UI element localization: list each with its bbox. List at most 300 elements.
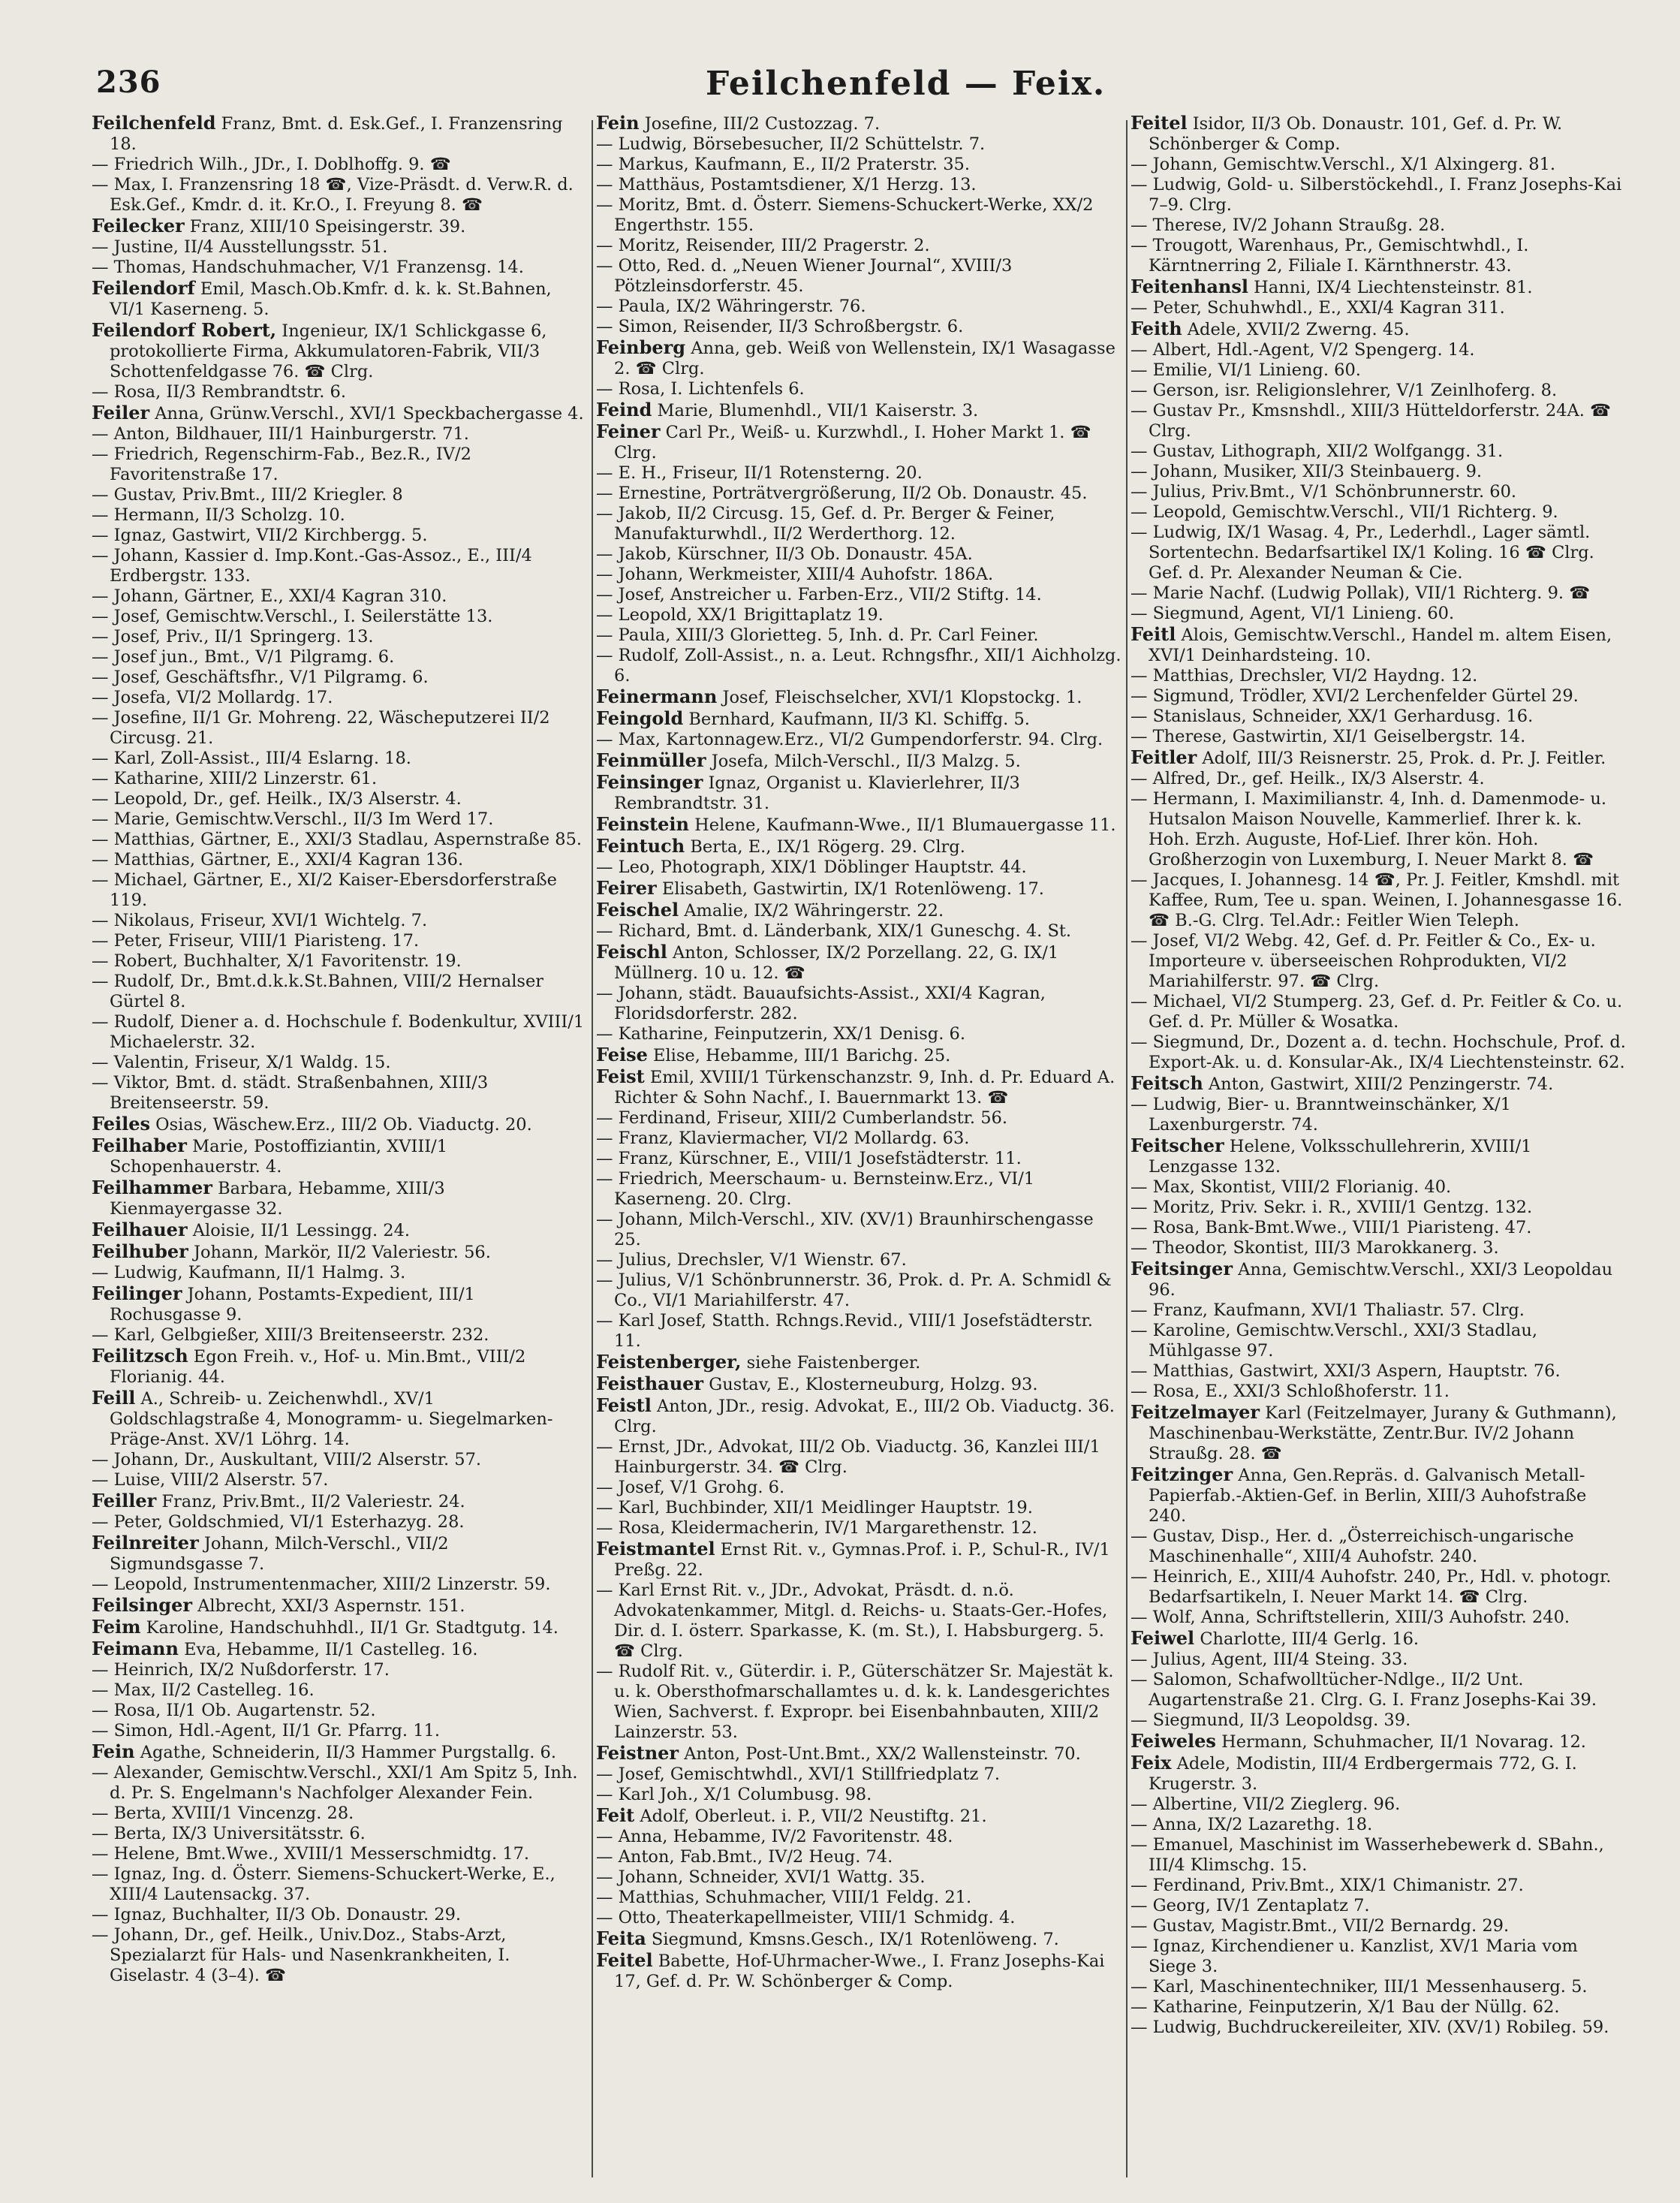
directory-entry (596, 1210, 1122, 1250)
directory-entry (1131, 870, 1626, 931)
entry-surname: Feith (1131, 318, 1182, 339)
entry-text: — Julius, V/1 Schönbrunnerstr. 36, Prok. d. Pr. A. Schmidl & Co., VI/1 Mariahilferstr. 47. (596, 1270, 1112, 1310)
entry-text: — Julius, Agent, III/4 Steing. 33. (1131, 1650, 1408, 1669)
entry-text: — Otto, Red. d. „Neuen Wiener Journal“, XVIII/3 Pötzleinsdorferstr. 45. (596, 256, 1013, 296)
entry-text: Marie, Blumenhdl., VII/1 Kaiserstr. 3. (652, 401, 979, 420)
directory-column-3 (1131, 113, 1626, 2185)
directory-entry (596, 1827, 1122, 1847)
directory-entry (596, 1066, 1122, 1108)
entry-text: Barbara, Hebamme, XIII/3 Kienmayergasse 32. (110, 1179, 445, 1219)
entry-surname: Feill (92, 1387, 136, 1409)
entry-text: — Josef, V/1 Grohg. 6. (596, 1478, 785, 1497)
entry-text: Berta, E., IX/1 Rögerg. 29. Clrg. (685, 837, 965, 857)
entry-surname: Feilchenfeld (92, 113, 216, 134)
directory-entry (92, 1741, 587, 1763)
entry-text: — Johann, Dr., Auskultant, VIII/2 Alserstr. 57. (92, 1450, 482, 1469)
directory-entry (92, 870, 587, 911)
directory-entry (1131, 1670, 1626, 1710)
entry-text: — Peter, Goldschmied, VI/1 Esterhazyg. 28. (92, 1512, 465, 1532)
directory-entry (92, 1864, 587, 1905)
directory-entry (92, 382, 587, 402)
entry-text: Agathe, Schneiderin, II/3 Hammer Purgstallg. 6. (134, 1743, 557, 1762)
entry-text: — Nikolaus, Friseur, XVI/1 Wichtelg. 7. (92, 911, 428, 930)
entry-surname: Feistenberger, (596, 1351, 742, 1373)
directory-entry (596, 942, 1122, 984)
entry-text: — Franz, Kürschner, E., VIII/1 Josefstädterstr. 11. (596, 1149, 1022, 1168)
directory-entry (596, 317, 1122, 337)
directory-entry (1131, 747, 1626, 769)
directory-entry (1131, 1997, 1626, 2018)
directory-entry (596, 1888, 1122, 1908)
entry-text: — Gustav, Magistr.Bmt., VII/2 Bernardg. 29. (1131, 1916, 1510, 1936)
entry-text: Karoline, Handschuhhdl., II/1 Gr. Stadtgutg. 14. (140, 1618, 558, 1638)
entry-text: Adolf, Oberleut. i. P., VII/2 Neustiftg. 21. (634, 1807, 987, 1826)
directory-entry (1131, 1135, 1626, 1177)
entry-text: — Thomas, Handschuhmacher, V/1 Franzensg. 14. (92, 258, 524, 277)
directory-entry (92, 1925, 587, 1986)
entry-text: — Josef, Gemischtwhdl., XVI/1 Stillfriedplatz 7. (596, 1765, 1000, 1784)
entry-text: — Albertine, VII/2 Zieglerg. 96. (1131, 1795, 1401, 1814)
directory-entry (1131, 1876, 1626, 1896)
directory-entry (596, 1847, 1122, 1867)
entry-surname: Feinsinger (596, 771, 703, 793)
directory-entry (596, 984, 1122, 1024)
directory-entry (1131, 666, 1626, 686)
directory-entry (92, 155, 587, 175)
directory-entry (92, 850, 587, 870)
directory-entry (92, 1532, 587, 1575)
entry-text: — Johann, Schneider, XVI/1 Wattg. 35. (596, 1867, 926, 1887)
entry-text: — Friedrich Wilh., JDr., I. Doblhoffg. 9. ☎ (92, 155, 451, 174)
directory-entry (92, 586, 587, 607)
entry-text: — Max, Kartonnagew.Erz., VI/2 Gumpendorferstr. 94. Clrg. (596, 730, 1103, 749)
entry-text: Charlotte, III/4 Gerlg. 16. (1194, 1629, 1420, 1649)
entry-text: — Rosa, I. Lichtenfels 6. (596, 379, 805, 399)
directory-entry (92, 1219, 587, 1241)
entry-surname: Feinermann (596, 686, 718, 707)
entry-text: — Josef, Anstreicher u. Farben-Erz., VII/2 Stiftg. 14. (596, 585, 1042, 604)
entry-surname: Feilsinger (92, 1594, 193, 1616)
entry-surname: Feiler (92, 402, 150, 423)
directory-entry (1131, 1198, 1626, 1218)
directory-entry (1131, 727, 1626, 747)
directory-entry (596, 900, 1122, 921)
entry-text: — Ferdinand, Priv.Bmt., XIX/1 Chimanistr. 27. (1131, 1876, 1524, 1895)
entry-surname: Feilendorf Robert, (92, 319, 277, 341)
entry-text: — Johann, städt. Bauaufsichts-Assist., XXI/4 Kagran, Floridsdorferstr. 282. (596, 984, 1046, 1023)
directory-entry (1131, 1300, 1626, 1321)
directory-entry (1131, 707, 1626, 727)
directory-entry (92, 485, 587, 505)
entry-surname: Feilecker (92, 215, 185, 237)
entry-text: — Matthäus, Postamtsdiener, X/1 Herzg. 13. (596, 175, 977, 194)
entry-surname: Feilinger (92, 1282, 182, 1304)
entry-surname: Feitscher (1131, 1135, 1224, 1156)
directory-entry (596, 605, 1122, 625)
entry-surname: Feilitzsch (92, 1345, 188, 1367)
directory-entry (596, 878, 1122, 900)
entry-text: — Jakob, II/2 Circusg. 15, Gef. d. Pr. Berger & Feiner, Manufakturwhdl., II/2 Werderthorg. 12. (596, 504, 1055, 544)
entry-text: — Rudolf Rit. v., Güterdir. i. P., Güterschätzer Sr. Majestät k. u. k. Obersthofmarschallamtes u. d. k. k. Landesgerichtes Wien, Sachverst. f. Expropr. bei Eisenbahnbauten, XIII/2 Lainzerstr. 53. (596, 1662, 1114, 1742)
directory-entry (596, 1928, 1122, 1950)
entry-text: — Leo, Photograph, XIX/1 Döblinger Hauptstr. 44. (596, 857, 1027, 877)
entry-text: — Therese, Gastwirtin, XI/1 Geiselbergstr. 14. (1131, 727, 1526, 746)
directory-entry (596, 565, 1122, 585)
directory-entry (1131, 1073, 1626, 1095)
directory-entry (1131, 1795, 1626, 1815)
entry-text: — Rudolf, Dr., Bmt.d.k.k.St.Bahnen, VIII/2 Hernalser Gürtel 8. (92, 972, 544, 1011)
entry-text: — Marie Nachf. (Ludwig Pollak), VII/1 Richterg. 9. ☎ (1131, 583, 1591, 603)
directory-entry (92, 769, 587, 789)
entry-text: — Ignaz, Kirchendiener u. Kanzlist, XV/1 Maria vom Siege 3. (1131, 1936, 1578, 1976)
entry-text: — Gerson, isr. Religionslehrer, V/1 Zeinlhoferg. 8. (1131, 381, 1558, 400)
entry-text: — Ferdinand, Friseur, XIII/2 Cumberlandstr. 56. (596, 1108, 1008, 1128)
entry-surname: Feilnreiter (92, 1532, 199, 1554)
entry-text: — Valentin, Friseur, X/1 Waldg. 15. (92, 1053, 391, 1072)
directory-entry (1131, 401, 1626, 442)
entry-text: — Franz, Kaufmann, XVI/1 Thaliastr. 57. Clrg. (1131, 1300, 1525, 1320)
entry-text: Karl (Feitzelmayer, Jurany & Guthmann), Maschinenbau-Werkstätte, Zentr.Bur. IV/2 Johann Straußg. 28. ☎ (1149, 1403, 1617, 1463)
entry-surname: Feind (596, 399, 652, 420)
directory-entry (1131, 236, 1626, 276)
entry-text: — Ignaz, Gastwirt, VII/2 Kirchbergg. 5. (92, 526, 428, 545)
directory-entry (596, 1437, 1122, 1478)
directory-entry (1131, 686, 1626, 707)
directory-entry (596, 625, 1122, 646)
entry-surname: Feistmantel (596, 1538, 715, 1560)
directory-entry (92, 1575, 587, 1595)
entry-surname: Fein (92, 1740, 135, 1762)
entry-text: — Moritz, Reisender, III/2 Pragerstr. 2. (596, 236, 930, 255)
directory-entry (1131, 215, 1626, 236)
directory-entry (92, 278, 587, 320)
directory-entry (596, 1395, 1122, 1437)
directory-entry (92, 1824, 587, 1844)
entry-text: — Otto, Theaterkapellmeister, VIII/1 Schmidg. 4. (596, 1908, 1016, 1927)
directory-entry (1131, 1258, 1626, 1300)
entry-surname: Feintuch (596, 835, 685, 857)
entry-text: — Karl Josef, Statth. Rchngs.Revid., VIII/1 Josefstädterstr. 11. (596, 1311, 1093, 1351)
directory-entry (92, 1638, 587, 1660)
directory-entry (596, 113, 1122, 134)
directory-entry (1131, 1095, 1626, 1135)
directory-entry (596, 1108, 1122, 1129)
entry-text: — Karl, Buchbinder, XII/1 Meidlinger Hauptstr. 19. (596, 1498, 1033, 1517)
directory-entry (1131, 1361, 1626, 1382)
entry-text: Babette, Hof-Uhrmacher-Wwe., I. Franz Josephs-Kai 17, Gef. d. Pr. W. Schönberger & Comp. (614, 1951, 1105, 1991)
entry-text: Osias, Wäschew.Erz., III/2 Ob. Viaductg. 20. (150, 1115, 532, 1135)
entry-text: — Gustav, Lithograph, XII/2 Wolfgangg. 31. (1131, 442, 1504, 461)
directory-entry (596, 730, 1122, 750)
directory-entry (92, 424, 587, 445)
entry-text: — Peter, Schuhwhdl., E., XXI/4 Kagran 311. (1131, 298, 1505, 318)
entry-surname: Feisthauer (596, 1373, 704, 1394)
directory-entry (1131, 1218, 1626, 1238)
directory-entry (92, 1450, 587, 1470)
entry-text: Amalie, IX/2 Währingerstr. 22. (679, 901, 944, 921)
directory-entry (596, 1024, 1122, 1044)
entry-text: Emil, XVIII/1 Türkenschanzstr. 9, Inh. d. Pr. Eduard A. Richter & Sohn Nachf., I. Bauernmarkt 13. ☎ (614, 1068, 1115, 1108)
entry-surname: Fein (596, 113, 640, 134)
directory-entry (596, 1581, 1122, 1662)
directory-entry (92, 1135, 587, 1177)
entry-text: Isidor, II/3 Ob. Donaustr. 101, Gef. d. Pr. W. Schönberger & Comp. (1149, 114, 1563, 154)
directory-entry (92, 931, 587, 951)
directory-entry (1131, 2018, 1626, 2038)
directory-entry (92, 1177, 587, 1219)
directory-entry (92, 175, 587, 215)
entry-text: — Josefine, II/1 Gr. Mohreng. 22, Wäscheputzerei II/2 Circusg. 21. (92, 708, 550, 748)
entry-text: — Gustav, Priv.Bmt., III/2 Kriegler. 8 (92, 485, 403, 505)
directory-entry (596, 836, 1122, 857)
entry-text: — Ludwig, Bier- u. Branntweinschänker, X/1 Laxenburgerstr. 74. (1131, 1095, 1511, 1135)
directory-entry (92, 668, 587, 688)
entry-text: — Anna, Hebamme, IV/2 Favoritenstr. 48. (596, 1827, 953, 1846)
entry-text: — Hermann, II/3 Scholzg. 10. (92, 505, 345, 525)
directory-entry (596, 1270, 1122, 1311)
entry-text: — Rosa, E., XXI/3 Schloßhoferstr. 11. (1131, 1382, 1450, 1401)
entry-surname: Feistner (596, 1742, 679, 1764)
entry-text: Elise, Hebamme, III/1 Barichg. 25. (647, 1046, 951, 1065)
directory-entry (92, 1512, 587, 1532)
directory-entry (1131, 1321, 1626, 1361)
entry-text: Anton, JDr., resig. Advokat, E., III/2 Ob. Viaductg. 36. Clrg. (614, 1397, 1115, 1436)
directory-entry (92, 1470, 587, 1490)
entry-surname: Feiner (596, 420, 661, 442)
entry-text: — Albert, Hdl.-Agent, V/2 Spengerg. 14. (1131, 340, 1475, 360)
directory-entry (92, 1012, 587, 1053)
entry-text: Johann, Markör, II/2 Valeriestr. 56. (188, 1243, 491, 1262)
directory-entry (92, 1241, 587, 1263)
directory-entry (1131, 1382, 1626, 1402)
entry-text: — Karl, Maschinentechniker, III/1 Messenhauserg. 5. (1131, 1977, 1588, 1997)
directory-entry (596, 1538, 1122, 1581)
entry-text: — Julius, Priv.Bmt., V/1 Schönbrunnerstr. 60. (1131, 482, 1517, 502)
entry-surname: Feilhammer (92, 1177, 212, 1198)
directory-entry (1131, 992, 1626, 1032)
directory-entry (1131, 1815, 1626, 1835)
directory-entry (596, 484, 1122, 504)
entry-text: Bernhard, Kaufmann, II/3 Kl. Schiffg. 5. (683, 710, 1030, 729)
running-title: Feilchenfeld — Feix. (706, 65, 1106, 103)
directory-entry (596, 1149, 1122, 1169)
directory-entry (1131, 1526, 1626, 1567)
directory-entry (1131, 1835, 1626, 1876)
directory-entry (92, 1763, 587, 1804)
entry-text: — Leopold, Instrumentenmacher, XIII/2 Linzerstr. 59. (92, 1575, 551, 1594)
directory-entry (1131, 340, 1626, 360)
entry-text: — Ludwig, Gold- u. Silberstöckehdl., I. Franz Josephs-Kai 7–9. Clrg. (1131, 175, 1622, 215)
entry-surname: Feingold (596, 707, 684, 729)
directory-entry (92, 627, 587, 647)
directory-entry (92, 258, 587, 278)
entry-text: A., Schreib- u. Zeichenwhdl., XV/1 Goldschlagstraße 4, Monogramm- u. Siegelmarken-Präge-Anst. XV/1 Löhrg. 14. (110, 1389, 553, 1449)
directory-entry (596, 155, 1122, 175)
entry-surname: Feitler (1131, 746, 1197, 768)
entry-text: — Salomon, Schafwolltücher-Ndlge., II/2 Unt. Augartenstraße 21. Clrg. G. I. Franz Josephs-Kai 39. (1131, 1670, 1597, 1710)
entry-text: — Karl Ernst Rit. v., JDr., Advokat, Präsdt. d. n.ö. Advokatenkammer, Mitgl. d. Reichs- u. Staats-Ger.-Hofes, Dir. d. I. österr. Sparkasse, K. (m. St.), I. Habsburgerg. 5. ☎ Clrg. (596, 1581, 1108, 1661)
entry-text: — Karoline, Gemischtw.Verschl., XXI/3 Stadlau, Mühlgasse 97. (1131, 1321, 1537, 1361)
directory-entry (596, 857, 1122, 878)
directory-column-1 (92, 113, 587, 2185)
entry-text: — Friedrich, Meerschaum- u. Bernsteinw.Erz., VI/1 Kaserneng. 20. Clrg. (596, 1169, 1035, 1209)
directory-column-2 (596, 113, 1122, 2185)
directory-entry (92, 237, 587, 258)
entry-text: — Matthias, Schuhmacher, VIII/1 Feldg. 21. (596, 1888, 972, 1907)
entry-text: Emil, Masch.Ob.Kmfr. d. k. k. St.Bahnen, VI/1 Kaserneng. 5. (110, 279, 552, 319)
directory-entry (596, 1311, 1122, 1352)
entry-surname: Feitzinger (1131, 1463, 1233, 1485)
entry-text: Johann, Milch-Verschl., VII/2 Sigmundsgasse 7. (110, 1534, 449, 1574)
directory-entry (92, 688, 587, 708)
entry-text: — Marie, Gemischtw.Verschl., II/3 Im Werd 17. (92, 809, 494, 829)
entry-text: — Johann, Dr., gef. Heilk., Univ.Doz., Stabs-Arzt, Spezialarzt für Hals- und Nasenkrankheiten, I. Giselastr. 4 (3–4). ☎ (92, 1925, 510, 1985)
entry-text: — Moritz, Bmt. d. Österr. Siemens-Schuckert-Werke, XX/2 Engerthstr. 155. (596, 195, 1094, 235)
directory-entry (92, 215, 587, 237)
entry-surname: Feiles (92, 1113, 151, 1135)
entry-surname: Feitel (1131, 113, 1188, 134)
entry-text: — Johann, Gärtner, E., XXI/4 Kagran 310. (92, 586, 447, 606)
directory-entry (1131, 624, 1626, 666)
entry-surname: Feimann (92, 1638, 179, 1659)
directory-entry (1131, 155, 1626, 175)
entry-text: — Richard, Bmt. d. Länderbank, XIX/1 Guneschg. 4. St. (596, 921, 1072, 941)
entry-text: — Johann, Werkmeister, XIII/4 Auhofstr. 186A. (596, 565, 994, 584)
entry-surname: Feit (596, 1804, 635, 1826)
directory-entry (92, 1053, 587, 1073)
entry-text: Carl Pr., Weiß- u. Kurzwhdl., I. Hoher Markt 1. ☎ Clrg. (614, 423, 1091, 463)
directory-entry (596, 686, 1122, 708)
directory-entry (92, 951, 587, 972)
directory-entry (596, 1908, 1122, 1928)
directory-entry (92, 1595, 587, 1617)
entry-text: Anna, Gen.Repräs. d. Galvanisch Metall-Papierfab.-Aktien-Gef. in Berlin, XIII/3 Auhofstraße 240. (1149, 1466, 1587, 1526)
directory-entry (92, 972, 587, 1012)
entry-text: Aloisie, II/1 Lessingg. 24. (187, 1221, 411, 1240)
directory-entry (92, 402, 587, 424)
directory-entry (596, 921, 1122, 942)
entry-text: — Franz, Klaviermacher, VI/2 Mollardg. 63. (596, 1129, 970, 1148)
directory-entry (1131, 360, 1626, 381)
directory-entry (92, 1263, 587, 1283)
entry-text: — Katharine, Feinputzerin, XX/1 Denisg. 6. (596, 1024, 965, 1044)
entry-text: — Katharine, XIII/2 Linzerstr. 61. (92, 769, 378, 788)
directory-entry (1131, 1650, 1626, 1670)
page-header (0, 65, 1680, 110)
directory-entry (92, 911, 587, 931)
entry-text: — Max, I. Franzensring 18 ☎, Vize-Präsdt. d. Verw.R. d. Esk.Gef., Kmdr. d. it. Kr.O., I. Freyung 8. ☎ (92, 175, 574, 215)
entry-text: — Ernst, JDr., Advokat, III/2 Ob. Viaductg. 36, Kanzlei III/1 Hainburgerstr. 34. ☎ Clrg. (596, 1437, 1100, 1477)
entry-text: Franz, XIII/10 Speisingerstr. 39. (184, 217, 466, 237)
directory-entry (1131, 1238, 1626, 1258)
entry-surname: Feitenhansl (1131, 276, 1248, 297)
entry-text: — Rosa, Kleidermacherin, IV/1 Margarethenstr. 12. (596, 1518, 1037, 1538)
entry-text: — Emilie, VI/1 Linieng. 60. (1131, 360, 1361, 380)
directory-entry (1131, 1608, 1626, 1628)
entry-text: — Josef jun., Bmt., V/1 Pilgramg. 6. (92, 647, 395, 667)
entry-text: — Jacques, I. Johannesg. 14 ☎, Pr. J. Feitler, Kmshdl. mit Kaffee, Rum, Tee u. span. Weinen, I. Johannesgasse 16. ☎ B.-G. Clrg. Tel.Adr.: Feitler Wien Teleph. (1131, 870, 1623, 930)
directory-entry (92, 708, 587, 749)
directory-entry (596, 772, 1122, 814)
directory-entry (1131, 1567, 1626, 1608)
entry-surname: Feinstein (596, 813, 689, 835)
directory-entry (1131, 482, 1626, 502)
entry-text: — Ignaz, Buchhalter, II/3 Ob. Donaustr. 29. (92, 1905, 462, 1924)
entry-text: — Robert, Buchhalter, X/1 Favoritenstr. 19. (92, 951, 462, 971)
directory-entry (596, 1950, 1122, 1992)
directory-entry (1131, 175, 1626, 215)
entry-text: — Karl, Zoll-Assist., III/4 Eslarng. 18. (92, 749, 411, 768)
directory-entry (1131, 1731, 1626, 1752)
directory-entry (92, 1844, 587, 1864)
directory-entry (1131, 1916, 1626, 1936)
directory-entry (92, 445, 587, 485)
entry-text: Josefine, III/2 Custozzag. 7. (639, 114, 881, 134)
entry-text: — Luise, VIII/2 Alserstr. 57. (92, 1470, 329, 1490)
entry-surname: Feistl (596, 1394, 652, 1416)
directory-entry (92, 1701, 587, 1721)
entry-surname: Feim (92, 1616, 141, 1638)
entry-text: — Alfred, Dr., gef. Heilk., IX/3 Alserstr. 4. (1131, 769, 1485, 788)
entry-text: Alois, Gemischtw.Verschl., Handel m. altem Eisen, XVI/1 Deinhardsteing. 10. (1149, 625, 1612, 665)
directory-entry (92, 1114, 587, 1135)
entry-text: Anna, Gemischtw.Verschl., XXI/3 Leopoldau 96. (1149, 1260, 1613, 1300)
entry-text: — Rudolf, Diener a. d. Hochschule f. Bodenkultur, XVIII/1 Michaelerstr. 32. (92, 1012, 585, 1052)
directory-entry (92, 1388, 587, 1450)
entry-text: — Rosa, Bank-Bmt.Wwe., VIII/1 Piaristeng. 47. (1131, 1218, 1532, 1237)
directory-entry (92, 546, 587, 586)
directory-entry (596, 1662, 1122, 1743)
entry-surname: Feinberg (596, 336, 686, 358)
directory-entry (596, 1129, 1122, 1149)
entry-text: — Theodor, Skontist, III/3 Marokkanerg. 3. (1131, 1238, 1499, 1258)
directory-entry (92, 1660, 587, 1680)
entry-text: — Josef, Geschäftsfhr., V/1 Pilgramg. 6. (92, 668, 429, 687)
entry-text: — Trougott, Warenhaus, Pr., Gemischtwhdl., I. Kärntnerring 2, Filiale I. Kärnthnerstr. 43. (1131, 236, 1529, 276)
directory-entry (1131, 1402, 1626, 1464)
directory-entry (596, 1518, 1122, 1538)
entry-text: — Wolf, Anna, Schriftstellerin, XIII/3 Auhofstr. 240. (1131, 1608, 1570, 1627)
entry-text: — Peter, Friseur, VIII/1 Piaristeng. 17. (92, 931, 420, 951)
directory-entry (1131, 931, 1626, 992)
entry-text: — Max, Skontist, VIII/2 Florianig. 40. (1131, 1177, 1452, 1197)
directory-entry (596, 236, 1122, 256)
entry-text: Anton, Post-Unt.Bmt., XX/2 Wallensteinstr. 70. (679, 1744, 1081, 1764)
directory-entry (1131, 604, 1626, 624)
entry-surname: Feirer (596, 877, 657, 899)
directory-entry (596, 1352, 1122, 1373)
entry-text: — Siegmund, II/3 Leopoldsg. 39. (1131, 1710, 1411, 1730)
directory-entry (1131, 1752, 1626, 1795)
directory-entry (596, 504, 1122, 544)
directory-entry (596, 297, 1122, 317)
entry-text: — Johann, Gemischtw.Verschl., X/1 Alxingerg. 81. (1131, 155, 1556, 174)
entry-text: — Max, II/2 Castelleg. 16. (92, 1680, 315, 1700)
directory-entry (596, 1478, 1122, 1498)
entry-text: Helene, Volksschullehrerin, XVIII/1 Lenzgasse 132. (1149, 1137, 1532, 1177)
entry-surname: Feilhuber (92, 1240, 188, 1262)
directory-entry (92, 1617, 587, 1638)
directory-entry (1131, 789, 1626, 870)
directory-entry (596, 1498, 1122, 1518)
directory-entry (1131, 769, 1626, 789)
directory-entry (1131, 1032, 1626, 1073)
directory-entry (596, 1765, 1122, 1785)
entry-text: — Johann, Musiker, XII/3 Steinbauerg. 9. (1131, 462, 1483, 481)
directory-entry (596, 195, 1122, 236)
directory-entry (92, 526, 587, 546)
entry-text: — Matthias, Drechsler, VI/2 Haydng. 12. (1131, 666, 1478, 686)
